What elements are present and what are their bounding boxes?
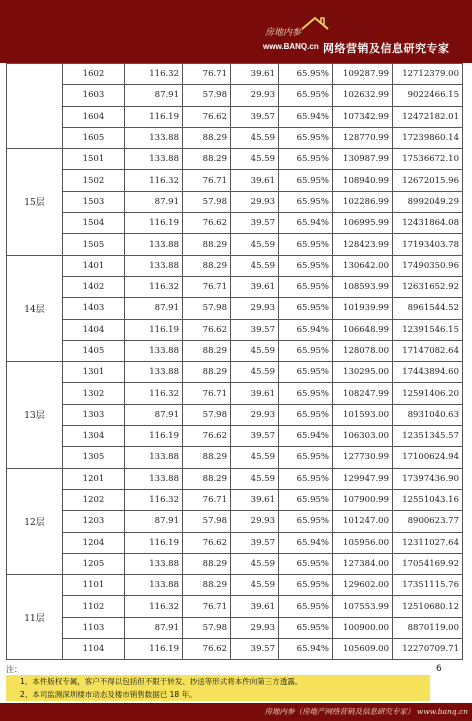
value-cell: 88.29 <box>183 340 231 361</box>
value-cell: 65.95% <box>279 191 333 212</box>
value-cell: 76.71 <box>183 170 231 191</box>
value-cell: 116.19 <box>125 106 183 127</box>
value-cell: 29.93 <box>231 85 279 106</box>
table-row <box>7 276 463 297</box>
value-cell: 17193403.78 <box>393 234 463 255</box>
value-cell: 45.59 <box>231 255 279 276</box>
value-cell: 65.95% <box>279 234 333 255</box>
value-cell: 76.62 <box>183 426 231 447</box>
unit-cell: 1505 <box>63 234 125 255</box>
value-cell: 45.59 <box>231 149 279 170</box>
value-cell: 12510680.12 <box>393 596 463 617</box>
floor-cell: 14层 <box>7 255 63 361</box>
unit-cell: 1602 <box>63 64 125 85</box>
value-cell: 88.29 <box>183 468 231 489</box>
bottom-bar <box>0 703 472 721</box>
table-row <box>7 639 463 660</box>
value-cell: 57.98 <box>183 511 231 532</box>
value-cell: 39.61 <box>231 170 279 191</box>
value-cell: 116.32 <box>125 170 183 191</box>
value-cell: 101939.99 <box>333 298 393 319</box>
value-cell: 87.91 <box>125 404 183 425</box>
value-cell: 29.93 <box>231 617 279 638</box>
value-cell: 128770.99 <box>333 127 393 148</box>
value-cell: 9022466.15 <box>393 85 463 106</box>
value-cell: 39.61 <box>231 276 279 297</box>
unit-cell: 1404 <box>63 319 125 340</box>
unit-cell: 1401 <box>63 255 125 276</box>
page-number: 6 <box>436 664 442 674</box>
value-cell: 65.95% <box>279 383 333 404</box>
value-cell: 65.95% <box>279 447 333 468</box>
value-cell: 106303.00 <box>333 426 393 447</box>
value-cell: 133.88 <box>125 553 183 574</box>
value-cell: 101247.00 <box>333 511 393 532</box>
value-cell: 65.94% <box>279 213 333 234</box>
value-cell: 12431864.08 <box>393 213 463 234</box>
value-cell: 65.95% <box>279 64 333 85</box>
value-cell: 116.32 <box>125 64 183 85</box>
value-cell: 87.91 <box>125 617 183 638</box>
value-cell: 65.95% <box>279 511 333 532</box>
table-row <box>7 149 463 170</box>
sales-table-wrapper <box>6 63 463 660</box>
value-cell: 100900.00 <box>333 617 393 638</box>
header-banner <box>0 0 472 63</box>
value-cell: 87.91 <box>125 298 183 319</box>
table-row <box>7 191 463 212</box>
value-cell: 65.95% <box>279 362 333 383</box>
table-row <box>7 64 463 85</box>
logo-text: 房地内参 <box>265 28 302 38</box>
table-row <box>7 404 463 425</box>
unit-cell: 1102 <box>63 596 125 617</box>
value-cell: 76.62 <box>183 106 231 127</box>
value-cell: 88.29 <box>183 255 231 276</box>
table-row <box>7 383 463 404</box>
value-cell: 8900623.77 <box>393 511 463 532</box>
value-cell: 87.91 <box>125 511 183 532</box>
house-logo-icon <box>300 16 330 30</box>
value-cell: 65.95% <box>279 553 333 574</box>
table-row <box>7 575 463 596</box>
unit-cell: 1304 <box>63 426 125 447</box>
table-row <box>7 213 463 234</box>
table-row <box>7 234 463 255</box>
table-row <box>7 426 463 447</box>
value-cell: 12712379.00 <box>393 64 463 85</box>
value-cell: 88.29 <box>183 127 231 148</box>
value-cell: 127730.99 <box>333 447 393 468</box>
value-cell: 12672015.96 <box>393 170 463 191</box>
value-cell: 130642.00 <box>333 255 393 276</box>
value-cell: 65.94% <box>279 319 333 340</box>
value-cell: 65.95% <box>279 575 333 596</box>
value-cell: 87.91 <box>125 191 183 212</box>
value-cell: 108940.99 <box>333 170 393 191</box>
value-cell: 45.59 <box>231 553 279 574</box>
value-cell: 39.57 <box>231 639 279 660</box>
value-cell: 45.59 <box>231 362 279 383</box>
value-cell: 65.95% <box>279 596 333 617</box>
unit-cell: 1103 <box>63 617 125 638</box>
value-cell: 88.29 <box>183 553 231 574</box>
value-cell: 133.88 <box>125 447 183 468</box>
value-cell: 65.94% <box>279 532 333 553</box>
value-cell: 17443894.60 <box>393 362 463 383</box>
header-title: 网络营销及信息研究专家 <box>323 42 450 55</box>
note-line: 1、本件版权专属，客户不得以包括但不限于转发、抄送等形式将本件向第三方透露。 <box>20 677 303 686</box>
value-cell: 45.59 <box>231 575 279 596</box>
value-cell: 65.95% <box>279 127 333 148</box>
value-cell: 39.61 <box>231 64 279 85</box>
value-cell: 127384.00 <box>333 553 393 574</box>
value-cell: 128423.99 <box>333 234 393 255</box>
value-cell: 108247.99 <box>333 383 393 404</box>
value-cell: 76.71 <box>183 596 231 617</box>
value-cell: 76.71 <box>183 276 231 297</box>
value-cell: 12391546.15 <box>393 319 463 340</box>
value-cell: 45.59 <box>231 447 279 468</box>
value-cell: 106648.99 <box>333 319 393 340</box>
value-cell: 76.62 <box>183 532 231 553</box>
floor-cell: 11层 <box>7 575 63 660</box>
value-cell: 109287.99 <box>333 64 393 85</box>
value-cell: 8961544.52 <box>393 298 463 319</box>
value-cell: 12351345.57 <box>393 426 463 447</box>
value-cell: 116.19 <box>125 639 183 660</box>
value-cell: 88.29 <box>183 362 231 383</box>
value-cell: 107553.99 <box>333 596 393 617</box>
value-cell: 133.88 <box>125 575 183 596</box>
value-cell: 65.95% <box>279 298 333 319</box>
value-cell: 130987.99 <box>333 149 393 170</box>
table-row <box>7 511 463 532</box>
floor-cell: 13层 <box>7 362 63 468</box>
value-cell: 76.71 <box>183 64 231 85</box>
value-cell: 65.94% <box>279 426 333 447</box>
value-cell: 76.62 <box>183 213 231 234</box>
table-row <box>7 319 463 340</box>
unit-cell: 1104 <box>63 639 125 660</box>
value-cell: 88.29 <box>183 447 231 468</box>
value-cell: 76.62 <box>183 639 231 660</box>
value-cell: 128078.00 <box>333 340 393 361</box>
value-cell: 57.98 <box>183 85 231 106</box>
unit-cell: 1503 <box>63 191 125 212</box>
value-cell: 108593.99 <box>333 276 393 297</box>
value-cell: 88.29 <box>183 149 231 170</box>
value-cell: 65.94% <box>279 639 333 660</box>
unit-cell: 1204 <box>63 532 125 553</box>
value-cell: 65.94% <box>279 106 333 127</box>
value-cell: 116.19 <box>125 532 183 553</box>
value-cell: 29.93 <box>231 404 279 425</box>
value-cell: 76.71 <box>183 489 231 510</box>
unit-cell: 1402 <box>63 276 125 297</box>
value-cell: 45.59 <box>231 127 279 148</box>
value-cell: 17100624.94 <box>393 447 463 468</box>
value-cell: 65.95% <box>279 489 333 510</box>
table-row <box>7 127 463 148</box>
logo-url: www.BANQ.cn <box>263 42 319 51</box>
table-row <box>7 596 463 617</box>
unit-cell: 1603 <box>63 85 125 106</box>
value-cell: 105956.00 <box>333 532 393 553</box>
floor-cell <box>7 64 63 149</box>
table-row <box>7 170 463 191</box>
value-cell: 133.88 <box>125 340 183 361</box>
value-cell: 39.57 <box>231 106 279 127</box>
unit-cell: 1405 <box>63 340 125 361</box>
value-cell: 45.59 <box>231 234 279 255</box>
unit-cell: 1101 <box>63 575 125 596</box>
note-label: 注： <box>6 665 22 674</box>
value-cell: 39.61 <box>231 489 279 510</box>
unit-cell: 1203 <box>63 511 125 532</box>
value-cell: 12311027.64 <box>393 532 463 553</box>
unit-cell: 1502 <box>63 170 125 191</box>
table-row <box>7 85 463 106</box>
value-cell: 8870119.00 <box>393 617 463 638</box>
bottom-bar-text: 房地内参（房地产网络营销及信息研究专家） www.banq.cn <box>264 707 468 716</box>
value-cell: 17239860.14 <box>393 127 463 148</box>
value-cell: 29.93 <box>231 511 279 532</box>
floor-cell: 12层 <box>7 468 63 574</box>
value-cell: 45.59 <box>231 340 279 361</box>
value-cell: 107900.99 <box>333 489 393 510</box>
table-row <box>7 106 463 127</box>
value-cell: 39.57 <box>231 532 279 553</box>
value-cell: 133.88 <box>125 127 183 148</box>
table-row <box>7 553 463 574</box>
value-cell: 116.19 <box>125 213 183 234</box>
value-cell: 29.93 <box>231 191 279 212</box>
value-cell: 17054169.92 <box>393 553 463 574</box>
value-cell: 133.88 <box>125 362 183 383</box>
value-cell: 106995.99 <box>333 213 393 234</box>
unit-cell: 1305 <box>63 447 125 468</box>
table-row <box>7 298 463 319</box>
value-cell: 88.29 <box>183 234 231 255</box>
value-cell: 133.88 <box>125 468 183 489</box>
value-cell: 65.95% <box>279 170 333 191</box>
value-cell: 105609.00 <box>333 639 393 660</box>
value-cell: 133.88 <box>125 234 183 255</box>
value-cell: 130295.00 <box>333 362 393 383</box>
value-cell: 65.95% <box>279 404 333 425</box>
unit-cell: 1303 <box>63 404 125 425</box>
value-cell: 39.61 <box>231 596 279 617</box>
value-cell: 116.32 <box>125 276 183 297</box>
notes-box <box>6 675 430 701</box>
value-cell: 76.71 <box>183 383 231 404</box>
unit-cell: 1604 <box>63 106 125 127</box>
value-cell: 65.95% <box>279 149 333 170</box>
value-cell: 17490350.96 <box>393 255 463 276</box>
value-cell: 102632.99 <box>333 85 393 106</box>
unit-cell: 1205 <box>63 553 125 574</box>
table-row <box>7 362 463 383</box>
value-cell: 87.91 <box>125 85 183 106</box>
value-cell: 17351115.76 <box>393 575 463 596</box>
value-cell: 8931040.63 <box>393 404 463 425</box>
value-cell: 57.98 <box>183 191 231 212</box>
value-cell: 57.98 <box>183 298 231 319</box>
unit-cell: 1301 <box>63 362 125 383</box>
value-cell: 12472182.01 <box>393 106 463 127</box>
value-cell: 39.57 <box>231 319 279 340</box>
floor-cell: 15层 <box>7 149 63 255</box>
value-cell: 102286.99 <box>333 191 393 212</box>
value-cell: 101593.00 <box>333 404 393 425</box>
sales-table <box>6 63 463 660</box>
value-cell: 116.32 <box>125 489 183 510</box>
value-cell: 116.19 <box>125 426 183 447</box>
value-cell: 65.95% <box>279 276 333 297</box>
note-line: 2、本司监测深圳楼市动态及楼市销售数据已 18 年。 <box>20 690 197 699</box>
unit-cell: 1504 <box>63 213 125 234</box>
table-row <box>7 447 463 468</box>
value-cell: 8992049.29 <box>393 191 463 212</box>
value-cell: 116.32 <box>125 383 183 404</box>
value-cell: 65.95% <box>279 468 333 489</box>
table-row <box>7 532 463 553</box>
value-cell: 39.57 <box>231 426 279 447</box>
value-cell: 12631652.92 <box>393 276 463 297</box>
value-cell: 17397436.90 <box>393 468 463 489</box>
value-cell: 39.61 <box>231 383 279 404</box>
table-row <box>7 468 463 489</box>
value-cell: 76.62 <box>183 319 231 340</box>
value-cell: 17147082.64 <box>393 340 463 361</box>
value-cell: 65.95% <box>279 85 333 106</box>
value-cell: 107342.99 <box>333 106 393 127</box>
value-cell: 116.19 <box>125 319 183 340</box>
value-cell: 57.98 <box>183 404 231 425</box>
table-row <box>7 617 463 638</box>
unit-cell: 1201 <box>63 468 125 489</box>
value-cell: 129947.99 <box>333 468 393 489</box>
unit-cell: 1302 <box>63 383 125 404</box>
value-cell: 12270709.71 <box>393 639 463 660</box>
unit-cell: 1403 <box>63 298 125 319</box>
value-cell: 17536672.10 <box>393 149 463 170</box>
value-cell: 116.32 <box>125 596 183 617</box>
value-cell: 65.95% <box>279 340 333 361</box>
value-cell: 65.95% <box>279 617 333 638</box>
table-body <box>7 64 463 660</box>
value-cell: 12591406.20 <box>393 383 463 404</box>
table-row <box>7 255 463 276</box>
value-cell: 12551043.16 <box>393 489 463 510</box>
unit-cell: 1501 <box>63 149 125 170</box>
value-cell: 133.88 <box>125 255 183 276</box>
unit-cell: 1605 <box>63 127 125 148</box>
unit-cell: 1202 <box>63 489 125 510</box>
value-cell: 39.57 <box>231 213 279 234</box>
value-cell: 29.93 <box>231 298 279 319</box>
table-row <box>7 340 463 361</box>
value-cell: 88.29 <box>183 575 231 596</box>
table-row <box>7 489 463 510</box>
value-cell: 57.98 <box>183 617 231 638</box>
value-cell: 133.88 <box>125 149 183 170</box>
value-cell: 65.95% <box>279 255 333 276</box>
value-cell: 129602.00 <box>333 575 393 596</box>
value-cell: 45.59 <box>231 468 279 489</box>
